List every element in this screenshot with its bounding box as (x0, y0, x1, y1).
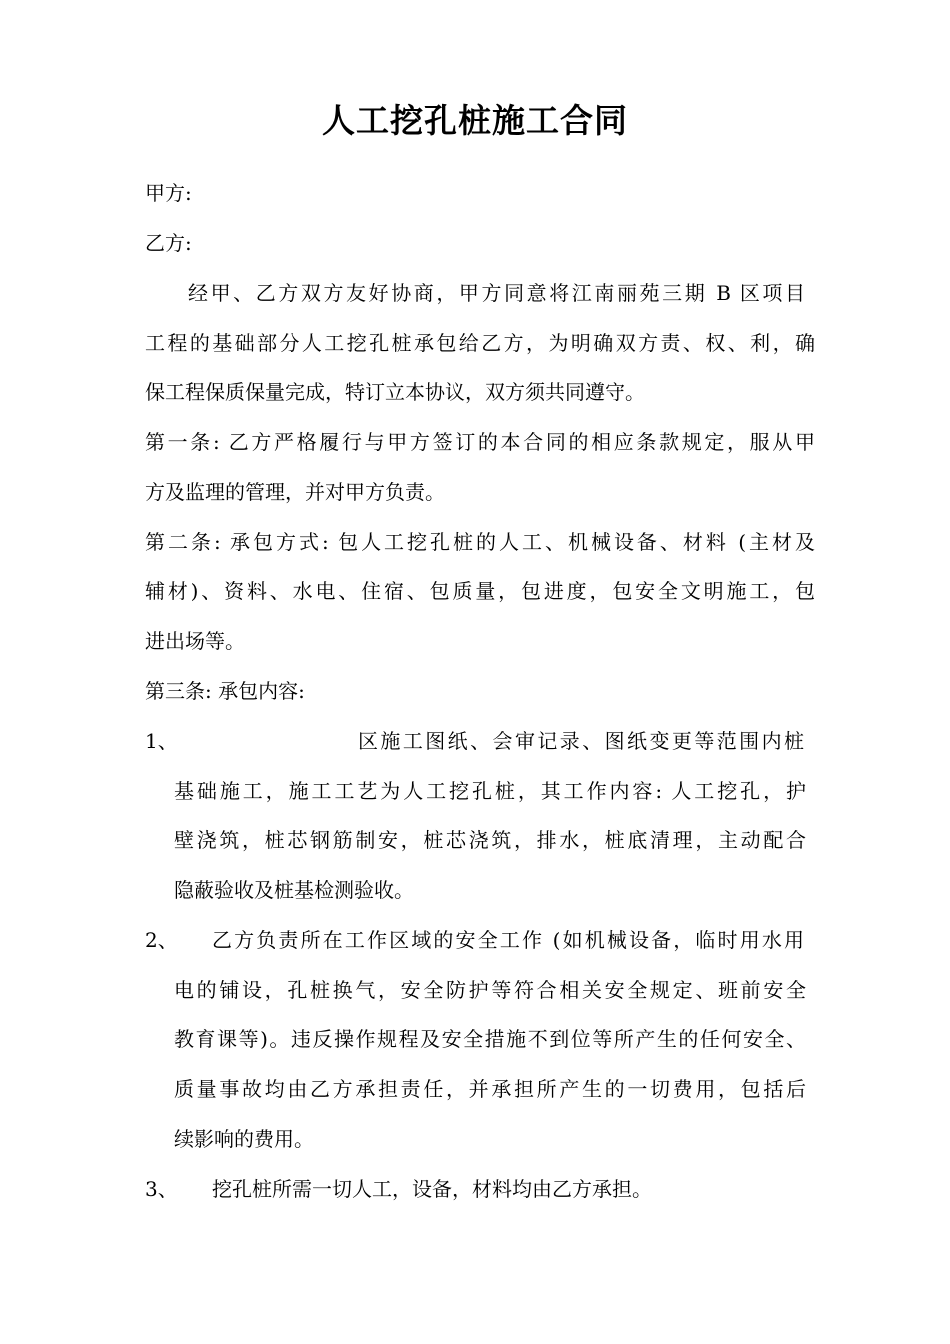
item-number: 1、 (145, 729, 178, 753)
item-line: 乙方负责所在工作区域的安全工作 (如机械设备，临时用水用 (212, 928, 804, 952)
item-line: 质量事故均由乙方承担责任，并承担所产生的一切费用，包括后 (174, 1077, 806, 1101)
item-line: 基础施工，施工工艺为人工挖孔桩，其工作内容: 人工挖孔，护 (174, 779, 806, 803)
article-1-line: 第一条: 乙方严格履行与甲方签订的本合同的相应条款规定，服从甲 (145, 430, 815, 454)
item-line: 挖孔桩所需一切人工，设备，材料均由乙方承担。 (212, 1177, 652, 1201)
item-line: 壁浇筑，桩芯钢筋制安，桩芯浇筑，排水，桩底清理，主动配合 (174, 828, 806, 852)
party-b-label: 乙方: (145, 231, 192, 255)
article-1-line: 方及监理的管理，并对甲方负责。 (145, 480, 445, 504)
item-line: 隐蔽验收及桩基检测验收。 (174, 878, 414, 902)
article-3-heading: 第三条: 承包内容: (145, 679, 305, 703)
party-a-label: 甲方: (145, 181, 192, 205)
document-title: 人工挖孔桩施工合同 (322, 101, 628, 140)
intro-line: 工程的基础部分人工挖孔桩承包给乙方，为明确双方责、权、利，确 (145, 331, 815, 355)
intro-line: 经甲、乙方双方友好协商，甲方同意将江南丽苑三期 B 区项目 (188, 281, 805, 305)
item-line: 区施工图纸、会审记录、图纸变更等范围内桩 (358, 729, 804, 753)
item-line: 续影响的费用。 (174, 1127, 314, 1151)
item-number: 3、 (145, 1177, 178, 1201)
article-2-line: 进出场等。 (145, 629, 245, 653)
article-2-line: 第二条: 承包方式: 包人工挖孔桩的人工、机械设备、材料 (主材及 (145, 530, 815, 554)
article-2-line: 辅材)、资料、水电、住宿、包质量，包进度，包安全文明施工，包 (145, 579, 815, 603)
item-number: 2、 (145, 928, 178, 952)
item-line: 教育课等)。违反操作规程及安全措施不到位等所产生的任何安全、 (174, 1027, 806, 1051)
intro-line: 保工程保质保量完成，特订立本协议，双方须共同遵守。 (145, 380, 645, 404)
item-line: 电的铺设，孔桩换气，安全防护等符合相关安全规定、班前安全 (174, 978, 806, 1002)
